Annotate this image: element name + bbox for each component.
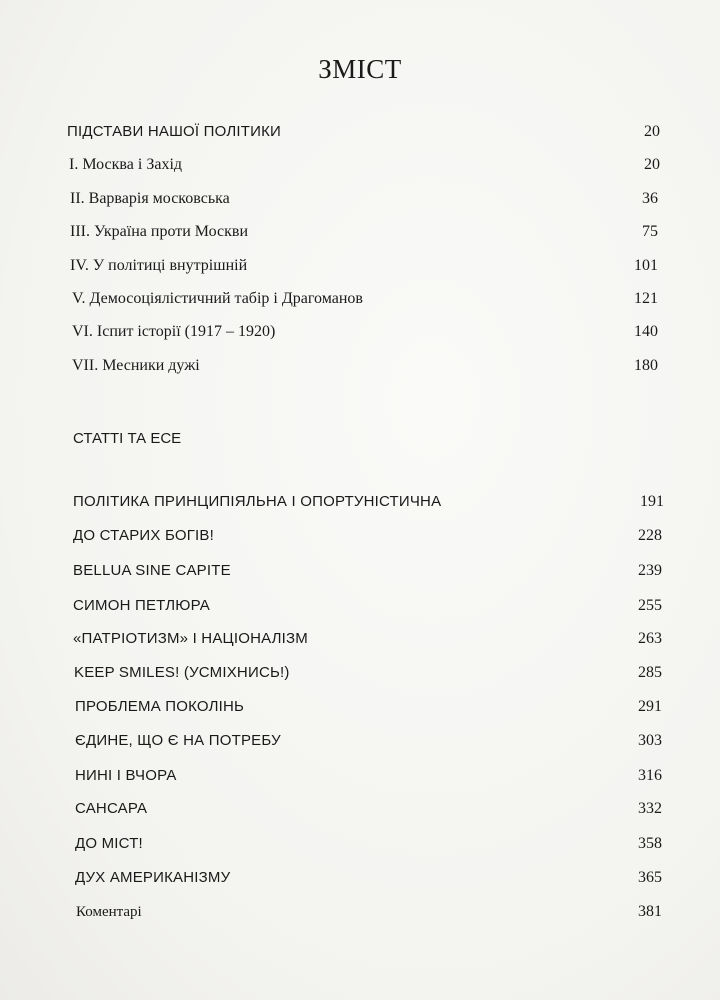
toc-entry-label: СИМОН ПЕТЛЮРА — [73, 597, 210, 614]
toc-entry-label: «ПАТРІОТИЗМ» І НАЦІОНАЛІЗМ — [73, 630, 309, 647]
toc-entry — [0, 320, 720, 344]
toc-entry — [0, 287, 720, 311]
toc-entry — [0, 594, 720, 618]
toc-entry — [0, 153, 720, 177]
toc-entry — [0, 866, 720, 890]
toc-entry — [0, 729, 720, 753]
toc-entry — [0, 254, 720, 278]
toc-entry — [0, 832, 720, 856]
toc-entry-label: ЄДИНЕ, ЩО Є НА ПОТРЕБУ — [75, 732, 281, 749]
section-heading: СТАТТІ ТА ЕСЕ — [73, 430, 182, 447]
toc-entry — [0, 661, 720, 685]
toc-entry-page: 20 — [644, 156, 660, 173]
toc-entry-label: KEEP SMILES! (УСМІХНИСЬ!) — [74, 664, 290, 681]
toc-entry — [0, 627, 720, 651]
page-title: ЗМІСТ — [318, 54, 402, 84]
toc-entry-page: 191 — [640, 493, 664, 510]
toc-entry-page: 303 — [638, 732, 662, 749]
toc-entry-page: 75 — [642, 223, 658, 240]
toc-entry-label: VI. Іспит історії (1917 – 1920) — [72, 323, 276, 340]
toc-entry-page: 358 — [638, 835, 662, 852]
toc-entry-label: IV. У політиці внутрішній — [70, 257, 248, 274]
toc-entry — [0, 695, 720, 719]
toc-entry-page: 316 — [638, 767, 662, 784]
toc-entry-label: НИНІ І ВЧОРА — [75, 767, 177, 784]
toc-entry-page: 255 — [638, 597, 662, 614]
toc-entry-label: Коментарі — [76, 904, 142, 920]
toc-entry-label: V. Демосоціялістичний табір і Драгоманов — [72, 290, 363, 307]
toc-entry-label: САНСАРА — [75, 800, 148, 817]
toc-entry-page: 140 — [634, 323, 658, 340]
toc-entry — [0, 490, 720, 514]
toc-entry-page: 36 — [642, 190, 658, 207]
toc-entry — [0, 120, 720, 144]
toc-entry — [0, 559, 720, 583]
toc-entry-label: ДУХ АМЕРИКАНІЗМУ — [75, 869, 231, 886]
toc-entry-page: 180 — [634, 357, 658, 374]
toc-entry-page: 381 — [638, 903, 662, 920]
toc-entry-page: 228 — [638, 527, 662, 544]
toc-entry-page: 365 — [638, 869, 662, 886]
toc-entry-label: ІІ. Варварія московська — [70, 190, 230, 207]
toc-entry — [0, 354, 720, 378]
toc-entry — [0, 900, 720, 924]
toc-entry-page: 121 — [634, 290, 658, 307]
toc-entry-page: 101 — [634, 257, 658, 274]
toc-entry-page: 263 — [638, 630, 662, 647]
toc-entry-page: 239 — [638, 562, 662, 579]
toc-entry-label: VII. Месники дужі — [72, 357, 200, 374]
toc-entry-label: ІІІ. Україна проти Москви — [70, 223, 249, 240]
toc-entry-label: ДО СТАРИХ БОГІВ! — [73, 527, 214, 544]
toc-entry — [0, 187, 720, 211]
toc-entry-label: BELLUA SINE CAPITE — [73, 562, 231, 579]
toc-entry — [0, 797, 720, 821]
toc-entry-label: ПОЛІТИКА ПРИНЦИПІЯЛЬНА І ОПОРТУНІСТИЧНА — [73, 493, 442, 510]
toc-entry-label: ПРОБЛЕМА ПОКОЛІНЬ — [75, 698, 245, 715]
toc-entry-page: 285 — [638, 664, 662, 681]
toc-entry-page: 20 — [644, 123, 660, 140]
toc-entry — [0, 764, 720, 788]
toc-entry-label: ДО МІСТ! — [75, 835, 143, 852]
toc-entry-page: 332 — [638, 800, 662, 817]
toc-entry-label: ПІДСТАВИ НАШОЇ ПОЛІТИКИ — [67, 123, 282, 140]
toc-entry — [0, 220, 720, 244]
toc-entry-page: 291 — [638, 698, 662, 715]
toc-entry — [0, 524, 720, 548]
toc-entry-label: І. Москва і Захід — [69, 156, 183, 173]
